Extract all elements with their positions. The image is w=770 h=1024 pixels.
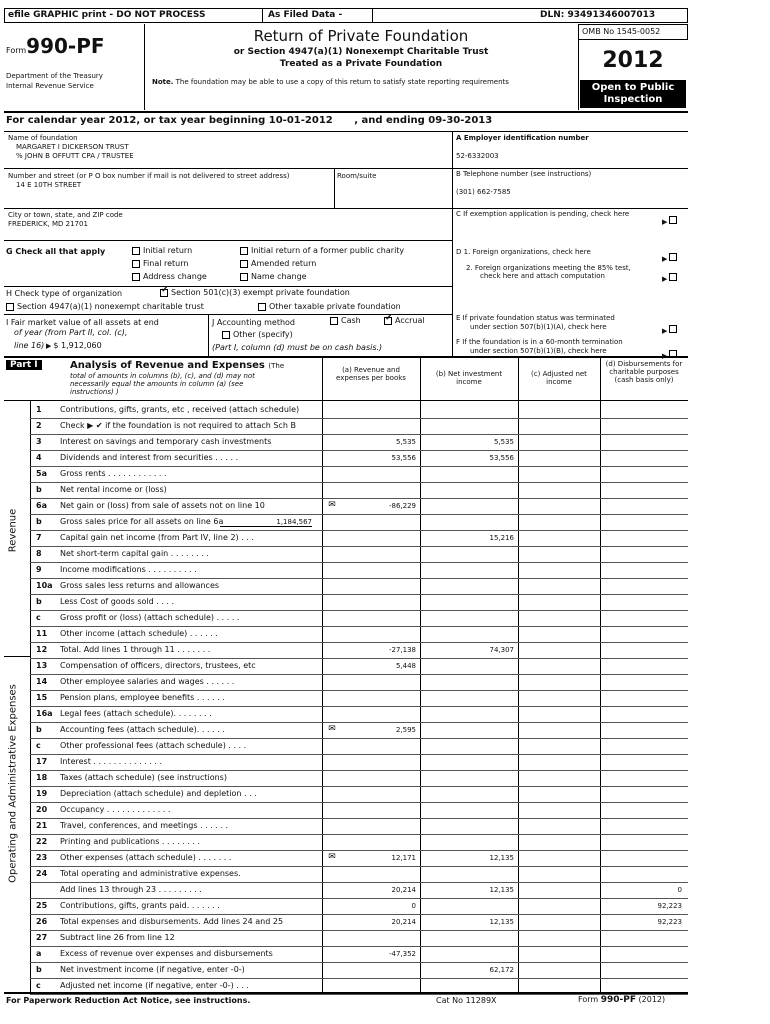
other-method-checkbox[interactable] <box>222 330 293 339</box>
form-title: Return of Private Foundation <box>253 27 469 45</box>
form-subtitle-2: Treated as a Private Foundation <box>279 59 443 69</box>
cell-col-a[interactable]: -86,229 <box>388 502 416 510</box>
line-description: Interest . . . . . . . . . . . . . . <box>60 757 163 766</box>
line-description: Gross rents . . . . . . . . . . . . <box>60 469 167 478</box>
row-divider <box>30 706 688 707</box>
line-description: Net rental income or (loss) <box>60 485 167 494</box>
initial-return-checkbox[interactable] <box>132 246 192 255</box>
i-text-2: of year (from Part II, col. (c), <box>14 328 128 337</box>
line-number: 15 <box>36 693 48 702</box>
row-divider <box>30 802 688 803</box>
line-number: 3 <box>36 437 42 446</box>
side-label-revenue: Revenue <box>7 508 19 553</box>
line-number: b <box>36 725 42 734</box>
row-divider <box>30 658 688 659</box>
dept-irs: Internal Revenue Service <box>6 82 94 90</box>
line-description: Taxes (attach schedule) (see instructions) <box>60 773 227 782</box>
col-a-header: (a) Revenue and expenses per books <box>336 366 406 382</box>
row-divider <box>30 418 688 419</box>
gross-sales-value[interactable]: 1,184,567 <box>220 518 312 527</box>
cell-col-a[interactable]: -47,352 <box>388 950 416 958</box>
line-number: 22 <box>36 837 48 846</box>
row-divider <box>30 914 688 915</box>
cell-col-b[interactable]: 74,307 <box>489 646 514 654</box>
other-method-label: Other (specify) <box>233 330 293 339</box>
col-d-header: (d) Disbursements for charitable purposes (cash basis only) <box>605 360 683 384</box>
cell-col-b[interactable]: 62,172 <box>489 966 514 974</box>
line-description: Other employee salaries and wages . . . . . . <box>60 677 235 686</box>
i-text-1: I Fair market value of all assets at end <box>6 318 159 327</box>
footer-cat-number: Cat No 11289X <box>436 996 497 1005</box>
row-divider <box>30 978 688 979</box>
line-number: c <box>36 741 41 750</box>
part-i-title <box>70 360 284 371</box>
row-divider <box>30 466 688 467</box>
cell-col-a[interactable]: 20,214 <box>391 886 416 894</box>
h-4947-checkbox[interactable] <box>6 302 204 311</box>
cell-col-a[interactable]: 12,171 <box>391 854 416 862</box>
amended-return-checkbox[interactable] <box>240 259 316 268</box>
line-description: Check ▶ ✔ if the foundation is not required to attach Sch B <box>60 421 296 430</box>
room-suite-label: Room/suite <box>337 172 377 180</box>
line-description: Legal fees (attach schedule). . . . . . . . <box>60 709 212 718</box>
efile-banner: efile GRAPHIC print - DO NOT PROCESS <box>8 10 206 20</box>
row-divider <box>30 930 688 931</box>
cash-label: Cash <box>341 316 361 325</box>
row-divider <box>30 818 688 819</box>
h-label: H Check type of organization <box>6 289 123 298</box>
name-change-checkbox[interactable] <box>240 272 307 281</box>
address-change-label: Address change <box>143 272 207 281</box>
row-divider <box>30 530 688 531</box>
i-text-3: line 16) <box>14 341 45 350</box>
ein-label: A Employer identification number <box>456 134 589 142</box>
line-description: Dividends and interest from securities . . . . . <box>60 453 239 462</box>
line-number: b <box>36 485 42 494</box>
row-divider <box>30 946 688 947</box>
g-label: G Check all that apply <box>6 247 106 256</box>
city-label: City or town, state, and ZIP code <box>8 211 123 219</box>
line-description: Income modifications . . . . . . . . . . <box>60 565 197 574</box>
h-501c3-checkbox[interactable] <box>160 288 350 297</box>
row-divider <box>30 962 688 963</box>
row-divider <box>30 498 688 499</box>
form-note <box>152 78 572 86</box>
line-description: Less Cost of goods sold . . . . <box>60 597 175 606</box>
row-divider <box>30 610 688 611</box>
line-number: 16a <box>36 709 53 718</box>
line-description: Total. Add lines 1 through 11 . . . . . . . <box>60 645 211 654</box>
line-number: 5a <box>36 469 47 478</box>
line-description: Net short-term capital gain . . . . . . . . <box>60 549 209 558</box>
line-number: b <box>36 597 42 606</box>
e-text-2: under section 507(b)(1)(A), check here <box>470 323 607 331</box>
address-change-checkbox[interactable] <box>132 272 207 281</box>
final-return-checkbox[interactable] <box>132 259 188 268</box>
e-text-1: E If private foundation status was terminated <box>456 314 615 322</box>
line-number: 24 <box>36 869 48 878</box>
j-label: J Accounting method <box>212 318 296 327</box>
initial-former-label: Initial return of a former public charity <box>251 246 405 255</box>
cell-col-a[interactable]: -27,138 <box>388 646 416 654</box>
note-text: The foundation may be able to use a copy of this return to satisfy state reporting requirements <box>175 78 509 86</box>
line-number: 8 <box>36 549 42 558</box>
cell-col-a[interactable]: 5,448 <box>395 662 416 670</box>
cell-col-a[interactable]: 0 <box>411 902 416 910</box>
row-divider <box>30 626 688 627</box>
attachment-icon[interactable]: ✉ <box>328 852 336 862</box>
tax-year-begin: For calendar year 2012, or tax year beginning 10-01-2012 <box>6 115 333 126</box>
f-text-2: under section 507(b)(1)(B), check here <box>470 347 607 355</box>
cell-col-b[interactable]: 53,556 <box>489 454 514 462</box>
line-description: Total expenses and disbursements. Add lines 24 and 25 <box>60 917 284 926</box>
accrual-label: Accrual <box>395 316 425 325</box>
row-divider <box>30 850 688 851</box>
row-divider <box>30 674 688 675</box>
line-number: 4 <box>36 453 42 462</box>
fair-market-value[interactable]: ▶ $ 1,912,060 <box>46 341 102 350</box>
cell-col-b[interactable]: 12,135 <box>489 918 514 926</box>
h-4947-label: Section 4947(a)(1) nonexempt charitable trust <box>17 302 204 311</box>
line-number: b <box>36 517 42 526</box>
line-description: Depreciation (attach schedule) and depletion . . . <box>60 789 257 798</box>
line-description: Excess of revenue over expenses and disbursements <box>60 949 273 958</box>
cash-checkbox[interactable] <box>330 316 361 325</box>
row-divider <box>30 834 688 835</box>
care-of-name[interactable]: % JOHN B OFFUTT CPA / TRUSTEE <box>16 152 134 160</box>
row-divider <box>30 690 688 691</box>
line-description: Other income (attach schedule) . . . . . . <box>60 629 218 638</box>
line-description: Net investment income (if negative, enter -0-) <box>60 965 245 974</box>
line-description: Subtract line 26 from line 12 <box>60 933 175 942</box>
footer-form-id <box>578 995 665 1005</box>
tax-year-end: , and ending 09-30-2013 <box>354 115 493 126</box>
line-number: 17 <box>36 757 48 766</box>
form-number-block <box>6 34 105 58</box>
part-i-desc-1: total of amounts in columns (b), (c), and (d) may not <box>70 372 255 380</box>
line-description: Printing and publications . . . . . . . . <box>60 837 201 846</box>
calendar-year-line <box>6 115 492 126</box>
row-divider <box>30 642 688 643</box>
row-divider <box>30 546 688 547</box>
line-number: a <box>36 949 42 958</box>
form-prefix: Form <box>6 46 27 55</box>
exemption-pending-checkbox[interactable]: ▶ <box>662 209 680 228</box>
form-subtitle-1: or Section 4947(a)(1) Nonexempt Charitable Trust <box>233 47 489 57</box>
line-description: Capital gain net income (from Part IV, line 2) . . . <box>60 533 254 542</box>
cell-col-d[interactable]: 92,223 <box>657 902 682 910</box>
street-label: Number and street (or P O box number if mail is not delivered to street address) <box>8 172 290 180</box>
attachment-icon[interactable]: ✉ <box>328 500 336 510</box>
note-label: Note. <box>152 78 174 86</box>
city-state-zip[interactable]: FREDERICK, MD 21701 <box>8 220 88 228</box>
row-divider <box>30 514 688 515</box>
line-description: Add lines 13 through 23 . . . . . . . . . <box>60 885 202 894</box>
omb-number: OMB No 1545-0052 <box>582 27 661 36</box>
d2-text-1: 2. Foreign organizations meeting the 85% test, <box>466 264 631 272</box>
initial-former-checkbox[interactable] <box>240 246 404 255</box>
name-change-label: Name change <box>251 272 307 281</box>
line-description: Net gain or (loss) from sale of assets not on line 10 <box>60 501 265 510</box>
line-number: 23 <box>36 853 48 862</box>
initial-return-label: Initial return <box>143 246 193 255</box>
name-label: Name of foundation <box>8 134 78 142</box>
line-description: Interest on savings and temporary cash investments <box>60 437 272 446</box>
accrual-checkbox[interactable] <box>384 316 425 325</box>
line-number: 19 <box>36 789 48 798</box>
part-i-title-note: (The <box>268 362 285 370</box>
row-divider <box>30 786 688 787</box>
col-b-header: (b) Net investment income <box>435 370 503 386</box>
line-number: 21 <box>36 821 48 830</box>
amended-return-label: Amended return <box>251 259 317 268</box>
line-description: Other professional fees (attach schedule) . . . . <box>60 741 247 750</box>
line-number: 26 <box>36 917 48 926</box>
line-description: Other expenses (attach schedule) . . . . . . . <box>60 853 232 862</box>
cell-col-a[interactable]: 20,214 <box>391 918 416 926</box>
attachment-icon[interactable]: ✉ <box>328 724 336 734</box>
line-number: 12 <box>36 645 48 654</box>
line-number: 13 <box>36 661 48 670</box>
line-description: Gross sales price for all assets on line 6a <box>60 517 224 526</box>
final-return-label: Final return <box>143 259 189 268</box>
line-description: Accounting fees (attach schedule). . . . . . <box>60 725 225 734</box>
col-c-header: (c) Adjusted net income <box>531 370 587 386</box>
footer-form-year: (2012) <box>638 995 666 1004</box>
row-divider <box>30 882 688 883</box>
row-divider <box>30 770 688 771</box>
cell-col-b[interactable]: 12,135 <box>489 886 514 894</box>
row-divider <box>30 434 688 435</box>
part-i-desc-2: necessarily equal the amounts in column (a) (see <box>70 380 244 388</box>
line-number: 2 <box>36 421 42 430</box>
cell-col-b[interactable]: 15,216 <box>489 534 514 542</box>
f-text-1: F If the foundation is in a 60-month termination <box>456 338 623 346</box>
h-other-taxable-checkbox[interactable] <box>258 302 401 311</box>
tax-year: 2012 <box>602 48 664 73</box>
phone-label: B Telephone number (see instructions) <box>456 170 592 178</box>
line-number: 6a <box>36 501 47 510</box>
line-description: Contributions, gifts, grants, etc , received (attach schedule) <box>60 405 300 414</box>
part-i-desc-3: instructions) ) <box>70 388 119 396</box>
footer-paperwork: For Paperwork Reduction Act Notice, see instructions. <box>6 996 251 1005</box>
line-description: Adjusted net income (if negative, enter -0-) . . . <box>60 981 249 990</box>
line-number: 10a <box>36 581 53 590</box>
form-number: 990-PF <box>26 34 105 58</box>
line-number: 7 <box>36 533 42 542</box>
line-description: Occupancy . . . . . . . . . . . . . <box>60 805 171 814</box>
as-filed-label: As Filed Data - <box>268 10 343 20</box>
row-divider <box>30 754 688 755</box>
cell-col-b[interactable]: 5,535 <box>493 438 514 446</box>
line-number: 11 <box>36 629 48 638</box>
line-number: 18 <box>36 773 48 782</box>
ein-value[interactable]: 52-6332003 <box>456 152 499 160</box>
line-number: c <box>36 613 41 622</box>
d1-checkbox[interactable]: ▶ <box>662 246 680 265</box>
line-description: Pension plans, employee benefits . . . . . . <box>60 693 225 702</box>
h-other-taxable-label: Other taxable private foundation <box>269 302 401 311</box>
d2-text-2: check here and attach computation <box>480 272 605 280</box>
e-checkbox[interactable]: ▶ <box>662 318 680 337</box>
line-number: 25 <box>36 901 48 910</box>
fmv-amount: $ 1,912,060 <box>53 341 102 350</box>
phone-value[interactable]: (301) 662-7585 <box>456 188 511 196</box>
dln-number: DLN: 93491346007013 <box>540 10 656 20</box>
footer-form-label: Form <box>578 995 599 1004</box>
line-description: Travel, conferences, and meetings . . . . . . <box>60 821 229 830</box>
cell-col-a[interactable]: 5,535 <box>395 438 416 446</box>
row-divider <box>30 578 688 579</box>
line-number: 20 <box>36 805 48 814</box>
row-divider <box>30 562 688 563</box>
cell-col-d[interactable]: 92,223 <box>657 918 682 926</box>
d1-text: D 1. Foreign organizations, check here <box>456 248 591 256</box>
part-i-title-text: Analysis of Revenue and Expenses <box>70 360 265 371</box>
f-checkbox[interactable]: ▶ <box>662 343 680 362</box>
line-description: Gross profit or (loss) (attach schedule) . . . . . <box>60 613 240 622</box>
line-description: Compensation of officers, directors, trustees, etc <box>60 661 256 670</box>
street-address[interactable]: 14 E 10TH STREET <box>16 181 82 189</box>
line-number: c <box>36 981 41 990</box>
line-description: Contributions, gifts, grants paid. . . . . . . <box>60 901 220 910</box>
line-number: 9 <box>36 565 42 574</box>
side-label-expenses: Operating and Administrative Expenses <box>7 684 19 883</box>
part-column-note: (Part I, column (d) must be on cash basis.) <box>212 343 383 352</box>
dept-treasury: Department of the Treasury <box>6 72 103 80</box>
line-description: Gross sales less returns and allowances <box>60 581 220 590</box>
part-i-tag: Part I <box>6 360 42 370</box>
line-description: Total operating and administrative expenses. <box>60 869 241 878</box>
h-501c3-label: Section 501(c)(3) exempt private foundation <box>171 288 350 297</box>
row-divider <box>30 482 688 483</box>
cell-col-b[interactable]: 12,135 <box>489 854 514 862</box>
row-divider <box>30 866 688 867</box>
cell-col-d[interactable]: 0 <box>677 886 682 894</box>
line-number: 27 <box>36 933 48 942</box>
cell-col-a[interactable]: 53,556 <box>391 454 416 462</box>
line-number: b <box>36 965 42 974</box>
row-divider <box>30 450 688 451</box>
exemption-pending-text: C If exemption application is pending, check here <box>456 210 630 218</box>
open-public-inspection: Open to Public Inspection <box>580 80 686 108</box>
footer-form-number: 990-PF <box>600 995 636 1005</box>
line-number: 14 <box>36 677 48 686</box>
row-divider <box>30 594 688 595</box>
row-divider <box>30 722 688 723</box>
foundation-name[interactable]: MARGARET I DICKERSON TRUST <box>16 143 129 151</box>
line-number: 1 <box>36 405 42 414</box>
row-divider <box>30 898 688 899</box>
d2-checkbox[interactable]: ▶ <box>662 266 680 285</box>
cell-col-a[interactable]: 2,595 <box>395 726 416 734</box>
row-divider <box>30 738 688 739</box>
